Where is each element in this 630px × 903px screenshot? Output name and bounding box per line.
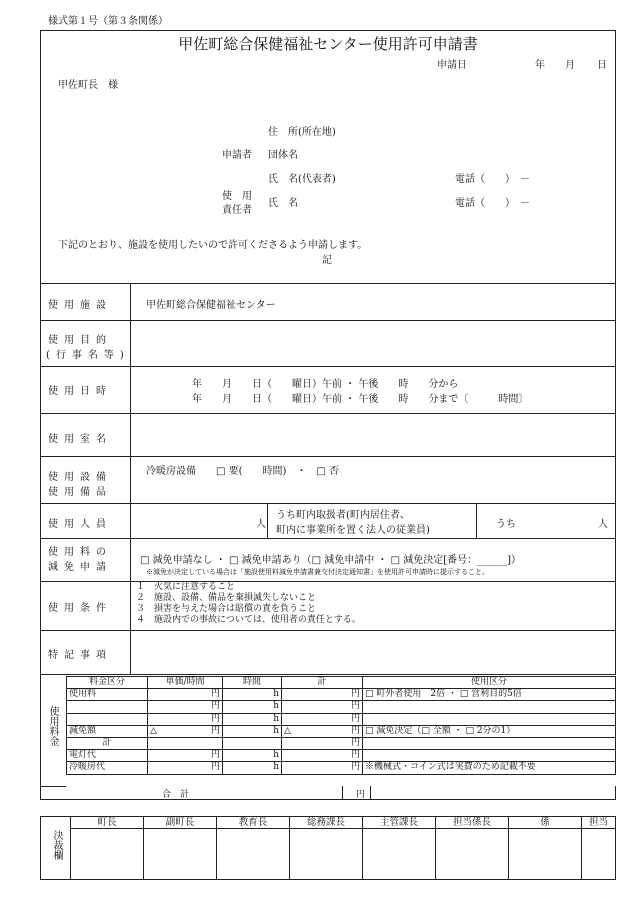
fee-hours-h: h: [223, 689, 282, 701]
people-unit-2: 人: [598, 519, 608, 530]
datetime-label: 使用日時: [48, 386, 112, 397]
fee-usage: [363, 737, 616, 749]
facility-value: 甲佐町総合保健福祉センター: [146, 300, 276, 311]
fee-name: 使用料: [67, 689, 148, 701]
approval-side-text: 決裁欄: [51, 830, 62, 860]
fee-table: [66, 676, 616, 775]
fee-sum-yen: 円: [282, 689, 363, 701]
approval-col: 副町長: [144, 817, 217, 829]
fee-sum-yen: 円: [282, 750, 363, 762]
fee-row: [67, 762, 616, 774]
purpose-label: 使用目的: [48, 335, 112, 346]
exemption-options: □ 減免申請なし ・ □ 減免申請あり（□ 減免申請中 ・ □ 減免決定[番号：______]）: [140, 555, 522, 566]
fee-row: [67, 713, 616, 725]
approval-header-row: [71, 817, 616, 829]
fee-usage: □ 減免決定（□ 全額 ・ □ 2分の1）: [363, 725, 616, 737]
fee-sum-yen: 円: [282, 713, 363, 725]
stamp-cell[interactable]: [217, 829, 290, 880]
fee-header-row: [67, 677, 616, 689]
fee-hours-h: h: [223, 701, 282, 713]
condition-item: ４ 施設内での事故については、使用者の責任とする。: [136, 615, 361, 625]
room-label: 使用室名: [48, 434, 112, 445]
fee-row: [67, 737, 616, 749]
exemption-sublabel: 減免申請: [48, 562, 112, 573]
manager-phone: 電話（ ） －: [455, 198, 530, 209]
manager-name-label: 氏 名: [268, 198, 298, 209]
facility-label: 使用施設: [48, 300, 112, 311]
fee-unit-yen: 円: [148, 750, 223, 762]
applicant-role: 申請者: [222, 150, 252, 161]
divider: [615, 786, 616, 799]
fee-row: [67, 701, 616, 713]
condition-item: １ 火気に注意すること: [136, 582, 236, 592]
stamp-cell[interactable]: [144, 829, 217, 880]
divider: [40, 538, 616, 539]
condition-item: ２ 施設、設備、備品を棄損滅失しないこと: [136, 593, 317, 603]
applicant-group-label: 団体名: [268, 150, 298, 161]
fee-row: [67, 689, 616, 701]
fee-usage: [363, 750, 616, 762]
approval-col: 担当: [582, 817, 616, 829]
fee-unit-yen: 円: [210, 725, 220, 736]
divider: [342, 786, 343, 799]
equipment-label: 使用設備: [48, 472, 112, 483]
equipment-value: 冷暖房設備 □ 要( 時間) ・ □ 否: [146, 466, 340, 477]
fee-empty: [223, 737, 282, 749]
fee-header: 単価/時間: [148, 677, 223, 689]
people-label: 使用人員: [48, 519, 112, 530]
fee-empty: [148, 737, 223, 749]
purpose-sublabel: (行事名等): [46, 350, 130, 361]
form-title: 甲佐町総合保健福祉センター使用許可申請書: [178, 35, 478, 53]
fee-sum-cell: [282, 725, 363, 737]
conditions-list: [136, 582, 361, 626]
fee-unit-yen: 円: [148, 689, 223, 701]
fee-unit-yen: 円: [148, 762, 223, 774]
stamp-cell[interactable]: [582, 829, 616, 880]
ki-mark: 記: [322, 255, 332, 266]
approval-col: 総務課長: [290, 817, 363, 829]
applicant-address-label: 住 所(所在地): [268, 127, 336, 138]
date-month: 月: [565, 60, 575, 71]
people-town-1: うち町内取扱者(町内居住者、: [276, 510, 410, 521]
fee-sum-yen: 円: [282, 762, 363, 774]
people-town-2: 町内に事業所を置く法人の従業員): [276, 525, 430, 536]
divider: [370, 786, 371, 799]
divider: [40, 799, 616, 800]
addressee: 甲佐町長 様: [58, 80, 118, 91]
fee-total-yen: 円: [356, 790, 366, 800]
datetime-to: 年 月 日（ 曜日）午前 ・ 午後 時 分まで〔 時間〕: [192, 394, 529, 405]
label-column-divider: [130, 283, 131, 675]
fee-header: 料金区分: [67, 677, 148, 689]
datetime-from: 年 月 日（ 曜日）午前 ・ 午後 時 分から: [192, 379, 459, 390]
fee-name: [67, 713, 148, 725]
approval-col: 主管課長: [363, 817, 436, 829]
fee-usage: [363, 713, 616, 725]
fee-usage: [363, 701, 616, 713]
date-day: 日: [597, 60, 607, 71]
divider: [476, 503, 477, 538]
equipment-sublabel: 使用備品: [48, 487, 112, 498]
fee-side-text: 使用料金: [47, 706, 58, 746]
fee-hours-h: h: [223, 713, 282, 725]
divider: [267, 503, 268, 538]
fee-sum-yen: 円: [282, 737, 363, 749]
fee-usage: □ 町外者使用 2倍 ・ □ 営利目的5倍: [363, 689, 616, 701]
people-unit: 人: [256, 519, 266, 530]
fee-unit-yen: 円: [148, 713, 223, 725]
exemption-note: ※減免が決定している場合は「施設使用料減免申請書兼交付決定通知書」を使用許可申請時に提示すること。: [146, 568, 489, 576]
manager-role-1: 使 用: [222, 191, 252, 202]
fee-sum-yen: 円: [350, 725, 360, 736]
exemption-label: 使用料の: [48, 547, 112, 558]
fee-row: [67, 750, 616, 762]
fee-usage: ※機械式・コイン式は実費のため記載不要: [363, 762, 616, 774]
divider: [40, 283, 616, 284]
conditions-label: 使用条件: [48, 603, 112, 614]
fee-name: 計: [67, 737, 148, 749]
fee-hours-h: h: [223, 750, 282, 762]
divider: [40, 413, 616, 414]
request-text: 下記のとおり、施設を使用したいので許可くださるよう申請します。: [58, 240, 368, 251]
divider: [40, 786, 66, 787]
fee-total-label: 合 計: [162, 790, 190, 800]
fee-name: 冷暖房代: [67, 762, 148, 774]
stamp-cell[interactable]: [363, 829, 436, 880]
divider: [40, 366, 616, 367]
approval-stamp-row: [71, 829, 616, 880]
form-number: 様式第１号（第３条関係）: [48, 16, 168, 27]
fee-header: 時間: [223, 677, 282, 689]
stamp-cell[interactable]: [509, 829, 582, 880]
fee-unit-cell: [148, 725, 223, 737]
fee-header: 計: [282, 677, 363, 689]
divider: [40, 630, 616, 631]
divider: [40, 503, 616, 504]
date-year: 年: [535, 60, 545, 71]
fee-hours-h: h: [223, 725, 282, 737]
approval-col: 係: [509, 817, 582, 829]
approval-col: 教育長: [217, 817, 290, 829]
manager-role-2: 責任者: [222, 205, 252, 216]
fee-header: 使用区分: [363, 677, 616, 689]
fee-name: 減免額: [67, 725, 148, 737]
stamp-cell[interactable]: [71, 829, 144, 880]
delta-mark: △: [284, 725, 291, 736]
fee-side-label: [46, 706, 62, 750]
applicant-name-label: 氏 名(代表者): [268, 174, 336, 185]
applicant-phone: 電話（ ） －: [455, 174, 530, 185]
divider: [40, 320, 616, 321]
fee-hours-h: h: [223, 762, 282, 774]
fee-unit-yen: 円: [148, 701, 223, 713]
stamp-cell[interactable]: [436, 829, 509, 880]
delta-mark: △: [150, 725, 157, 736]
fee-left-border: [40, 675, 41, 799]
condition-item: ３ 損害を与えた場合は賠償の責を負うこと: [136, 604, 317, 614]
people-uchi: うち: [496, 519, 516, 530]
approval-table: [70, 816, 616, 880]
divider: [40, 456, 616, 457]
approval-col: 担当係長: [436, 817, 509, 829]
special-label: 特記事項: [48, 650, 112, 661]
approval-col: 町長: [71, 817, 144, 829]
fee-name: 電灯代: [67, 750, 148, 762]
stamp-cell[interactable]: [290, 829, 363, 880]
fee-row: [67, 725, 616, 737]
fee-name: [67, 701, 148, 713]
application-date-label: 申請日: [437, 60, 467, 71]
fee-sum-yen: 円: [282, 701, 363, 713]
